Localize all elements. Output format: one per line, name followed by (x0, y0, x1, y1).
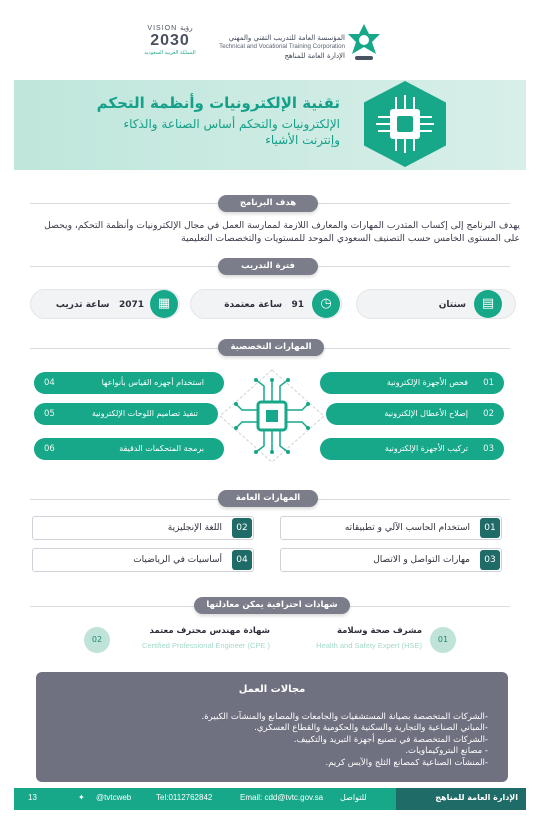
program-title: تقنية الإلكترونيات وأنظمة التحكم (96, 94, 340, 112)
section-pill-certs: شهادات احترافية يمكن معادلتها (194, 597, 350, 614)
cert-title-en: Health and Safety Expert (HSE) (316, 641, 422, 650)
org-dept-ar: الإدارة العامة للمناهج (284, 51, 345, 60)
skill-number: 02 (483, 409, 494, 419)
credit-hours-num: 91 (291, 300, 304, 310)
skill-label: إصلاح الأعطال الإلكترونية (384, 409, 468, 418)
work-field-item: -المنشآت الصناعية كمصانع الثلج والآيس كريم. (325, 757, 488, 768)
cert-title-ar: شهادة مهندس محترف معتمد (149, 626, 270, 636)
general-skill-number: 01 (480, 518, 500, 538)
credit-hours (200, 300, 304, 310)
specialized-skill-03 (320, 438, 504, 460)
credit-hours-label: ساعة معتمدة (224, 300, 283, 310)
work-field-item: -الشركات المتخصصة في تصنيع أجهزة التبريد والتكييف. (293, 734, 488, 745)
training-hours-label: ساعة تدريب (55, 300, 110, 310)
specialized-skill-05 (34, 403, 218, 425)
work-field-item: -الشركات المتخصصة بصيانة المستشفيات والجامعات والمصانع والمنشآت الكبيرة. (201, 712, 488, 722)
goal-text: يهدف البرنامج إلى إكساب المتدرب المهارات والمعارف اللازمة لممارسة العمل في مجال الإلكترونيات وأنظمة التحكم، ويحصل على المستوى الخامس حسب التصنيف السعودي الموحد للمستويات والتخصصات التعليمية (44, 220, 520, 245)
general-skill-label: مهارات التواصل و الاتصال (373, 555, 470, 565)
org-name-en: Technical and Vocational Training Corporation (219, 43, 345, 51)
skill-number: 05 (44, 409, 55, 419)
training-hours-num: 2071 (118, 300, 144, 310)
tvtc-logo (345, 22, 383, 66)
footer-email[interactable]: Email: cdd@tvtc.gov.sa (240, 793, 324, 802)
footer-phone[interactable]: Tel:0112762842 (156, 793, 213, 802)
section-pill-duration: فترة التدريب (218, 258, 318, 275)
cert-number: 02 (84, 627, 110, 653)
program-subtitle (40, 117, 340, 148)
footer-contact-label: للتواصل (340, 793, 367, 802)
specialized-skill-06 (34, 438, 224, 460)
section-pill-specialized: المهارات التخصصية (218, 339, 324, 356)
cert-number: 01 (430, 627, 456, 653)
org-name (200, 34, 345, 61)
specialized-skill-04 (34, 372, 224, 394)
chip-icon (372, 89, 438, 159)
skill-number: 04 (44, 378, 55, 388)
cert-title-ar: مشرف صحة وسلامة (337, 626, 422, 636)
skill-label: برمجة المتحكمات الدقيقة (119, 444, 204, 453)
work-field-item: -المباني الصناعية والتجارية والسكنية والحكومية والقطاع العسكري. (254, 723, 488, 734)
twitter-icon: ✦ (78, 793, 85, 802)
skill-label: استخدام أجهزه القياس بأنواعها (101, 378, 204, 387)
general-skill-label: اللغة الإنجليزية (167, 523, 222, 533)
training-hours (40, 300, 144, 310)
general-skill-label: أساسيات في الرياضيات (133, 555, 222, 565)
program-subtitle-line-2: وإنترنت الأشياء (265, 132, 340, 147)
general-skill-number: 04 (232, 550, 252, 570)
footer-dept: الإدارة العامة للمناهج (435, 793, 518, 802)
work-field-item: - مصانع البتروكيماويات. (405, 746, 488, 757)
section-pill-general: المهارات العامة (218, 490, 318, 507)
skill-label: فحص الأجهزة الإلكترونية (386, 378, 468, 387)
skill-label: تركيب الأجهزة الإلكترونية (384, 444, 468, 453)
duration-years: سنتان (438, 300, 466, 310)
specialized-skill-02 (326, 403, 504, 425)
skill-number: 03 (483, 444, 494, 454)
program-subtitle-line-1: الإلكترونيات والتحكم أساس الصناعة والذكاء (123, 117, 340, 131)
section-pill-goal: هدف البرنامج (218, 195, 318, 212)
general-skill-label: استخدام الحاسب الآلي و تطبيقاته (344, 523, 470, 533)
vision-label: VISION رؤية (147, 25, 193, 32)
skill-label: تنفيذ تصاميم اللوحات الإلكترونية (91, 409, 198, 418)
skill-number: 06 (44, 444, 55, 454)
footer-twitter[interactable]: @tvtcweb (96, 793, 132, 802)
skill-number: 01 (483, 378, 494, 388)
cert-title-en: Certified Professional Engineer (CPE ) (142, 641, 270, 650)
clock-icon: ◷ (312, 290, 340, 318)
work-fields-title: مجالات العمل (238, 684, 306, 695)
vision-year: 2030 (150, 32, 190, 49)
specialized-skill-01 (320, 372, 504, 394)
calendar-grid-icon: ▦ (150, 290, 178, 318)
page-number: 13 (28, 793, 37, 802)
calendar-icon: ▤ (474, 290, 502, 318)
org-name-ar: المؤسسة العامة للتدريب التقني والمهني (228, 34, 345, 42)
work-fields-list (120, 712, 488, 769)
circuit-chip-graphic (216, 368, 328, 464)
vision-2030-logo (140, 24, 200, 56)
general-skill-number: 02 (232, 518, 252, 538)
vision-sub: المملكة العربية السعودية (144, 50, 196, 56)
general-skill-number: 03 (480, 550, 500, 570)
